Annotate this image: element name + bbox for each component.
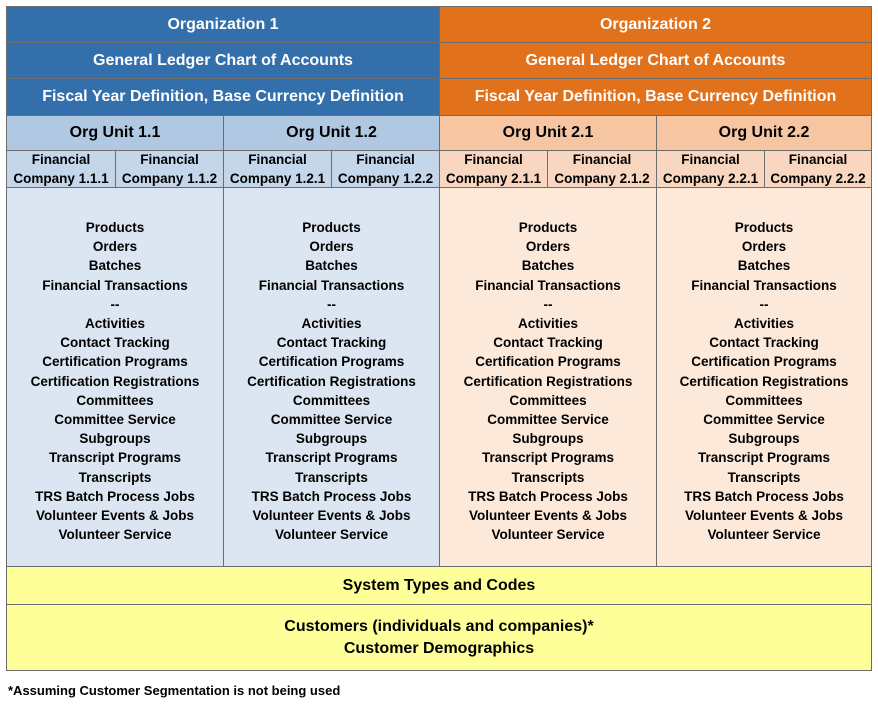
- financial-company-2-1-2: [547, 150, 657, 188]
- org-unit-2-2-items: [656, 187, 872, 567]
- unit-item: Activities: [517, 316, 579, 332]
- unit-item: Subgroups: [295, 431, 368, 447]
- unit-item: Volunteer Service: [707, 527, 821, 543]
- org-unit-2-1-items: [439, 187, 657, 567]
- unit-item: Financial Transactions: [475, 277, 621, 293]
- unit-item: --: [543, 296, 553, 312]
- unit-item: Subgroups: [79, 431, 151, 447]
- unit-item: Transcript Programs: [697, 450, 831, 466]
- unit-item: Activities: [301, 316, 362, 332]
- unit-item-list: [31, 218, 200, 544]
- unit-item: Certification Registrations: [463, 373, 633, 389]
- customer-demographics-label: Customer Demographics: [343, 639, 535, 657]
- unit-item: Financial Transactions: [258, 277, 405, 293]
- unit-item: Volunteer Service: [274, 527, 389, 543]
- org-unit-1-2: Org Unit 1.2: [223, 115, 440, 151]
- unit-item: Volunteer Service: [491, 527, 605, 543]
- unit-item: --: [759, 296, 769, 312]
- org-unit-2-2: Org Unit 2.2: [656, 115, 872, 151]
- org-unit-2-1: Org Unit 2.1: [439, 115, 657, 151]
- unit-item: Certification Programs: [475, 354, 621, 370]
- unit-item: Volunteer Events & Jobs: [252, 508, 411, 524]
- unit-item: Financial Transactions: [691, 277, 837, 293]
- unit-item: Subgroups: [512, 431, 584, 447]
- unit-item: Products: [302, 220, 361, 235]
- company-label-line1: Financial: [356, 152, 415, 167]
- unit-item: Committee Service: [487, 412, 609, 428]
- org2-ledger: General Ledger Chart of Accounts: [439, 42, 872, 79]
- unit-item: TRS Batch Process Jobs: [251, 488, 412, 504]
- unit-item: Transcripts: [727, 469, 801, 485]
- company-label-line1: Financial: [31, 152, 91, 167]
- unit-item: Certification Registrations: [679, 373, 849, 389]
- financial-company-1-2-2: [331, 150, 440, 188]
- org-unit-1-2-items: [223, 187, 440, 567]
- unit-item: Committees: [725, 392, 803, 408]
- org2-title: Organization 2: [439, 6, 872, 43]
- system-types-and-codes: System Types and Codes: [6, 566, 872, 605]
- customers-box: [6, 604, 872, 671]
- unit-item: --: [327, 296, 336, 312]
- unit-item: Transcript Programs: [48, 450, 182, 466]
- unit-item: Certification Programs: [258, 354, 405, 370]
- org1-title: Organization 1: [6, 6, 440, 43]
- unit-item: Certification Programs: [42, 354, 188, 370]
- unit-item: TRS Batch Process Jobs: [35, 488, 195, 504]
- unit-item-list: [247, 218, 416, 544]
- unit-item-list: [680, 218, 849, 544]
- company-label-line2: Company 2.1.2: [554, 171, 650, 186]
- unit-item: Batches: [305, 258, 358, 274]
- unit-item: TRS Batch Process Jobs: [468, 488, 628, 504]
- company-label-line1: Financial: [572, 152, 632, 167]
- company-label-line2: Company 2.1.1: [445, 171, 542, 186]
- unit-item: Batches: [88, 258, 142, 274]
- unit-item: Orders: [92, 239, 138, 255]
- org-unit-1-1: Org Unit 1.1: [6, 115, 224, 151]
- unit-item: Contact Tracking: [276, 335, 387, 351]
- unit-item: Batches: [521, 258, 575, 274]
- unit-item: Transcripts: [511, 469, 585, 485]
- unit-item: Volunteer Events & Jobs: [684, 508, 844, 524]
- unit-item: Products: [518, 220, 578, 235]
- unit-item: Volunteer Events & Jobs: [35, 508, 195, 524]
- unit-item: Subgroups: [728, 431, 800, 447]
- footnote: *Assuming Customer Segmentation is not being used: [8, 683, 341, 698]
- unit-item: --: [110, 296, 120, 312]
- unit-item: Transcripts: [295, 469, 368, 485]
- company-label-line1: Financial: [140, 152, 199, 167]
- unit-item: Contact Tracking: [709, 335, 819, 351]
- unit-item: Activities: [733, 316, 795, 332]
- customers-label: Customers (individuals and companies)*: [284, 617, 594, 635]
- unit-item: Committees: [76, 392, 154, 408]
- unit-item: Activities: [84, 316, 146, 332]
- unit-item: Volunteer Events & Jobs: [468, 508, 628, 524]
- financial-company-2-2-2: [764, 150, 872, 188]
- org1-fiscal: Fiscal Year Definition, Base Currency Definition: [6, 78, 440, 116]
- unit-item: Volunteer Service: [58, 527, 172, 543]
- unit-item: Financial Transactions: [42, 277, 188, 293]
- company-label-line1: Financial: [464, 152, 523, 167]
- company-label-line1: Financial: [248, 152, 307, 167]
- unit-item: Orders: [741, 239, 787, 255]
- unit-item: Committee Service: [270, 412, 393, 428]
- company-label-line2: Company 1.1.2: [121, 171, 218, 186]
- company-label-line2: Company 1.2.2: [337, 171, 434, 186]
- financial-company-2-1-1: [439, 150, 548, 188]
- unit-item: Committee Service: [54, 412, 176, 428]
- unit-item: Committee Service: [703, 412, 825, 428]
- unit-item: Orders: [309, 239, 354, 255]
- unit-item: Orders: [525, 239, 571, 255]
- org1-ledger: General Ledger Chart of Accounts: [6, 42, 440, 79]
- company-label-line2: Company 2.2.2: [770, 171, 866, 186]
- unit-item: Batches: [737, 258, 791, 274]
- company-label-line2: Company 1.2.1: [229, 171, 326, 186]
- financial-company-2-2-1: [656, 150, 765, 188]
- company-label-line1: Financial: [788, 152, 848, 167]
- unit-item: Products: [734, 220, 794, 235]
- unit-item: Transcripts: [78, 469, 152, 485]
- unit-item: TRS Batch Process Jobs: [684, 488, 844, 504]
- unit-item-list: [464, 218, 633, 544]
- company-label-line1: Financial: [681, 152, 740, 167]
- org2-fiscal: Fiscal Year Definition, Base Currency Definition: [439, 78, 872, 116]
- unit-item: Contact Tracking: [60, 335, 170, 351]
- unit-item: Transcript Programs: [481, 450, 615, 466]
- unit-item: Products: [85, 220, 145, 235]
- unit-item: Transcript Programs: [265, 450, 398, 466]
- unit-item: Certification Registrations: [30, 373, 200, 389]
- unit-item: Certification Programs: [691, 354, 837, 370]
- unit-item: Contact Tracking: [493, 335, 603, 351]
- financial-company-1-1-2: [115, 150, 224, 188]
- company-label-line2: Company 1.1.1: [13, 171, 109, 186]
- org-unit-1-1-items: [6, 187, 224, 567]
- unit-item: Committees: [292, 392, 371, 408]
- financial-company-1-1-1: [6, 150, 116, 188]
- unit-item: Certification Registrations: [247, 373, 416, 389]
- unit-item: Committees: [509, 392, 587, 408]
- company-label-line2: Company 2.2.1: [662, 171, 759, 186]
- financial-company-1-2-1: [223, 150, 332, 188]
